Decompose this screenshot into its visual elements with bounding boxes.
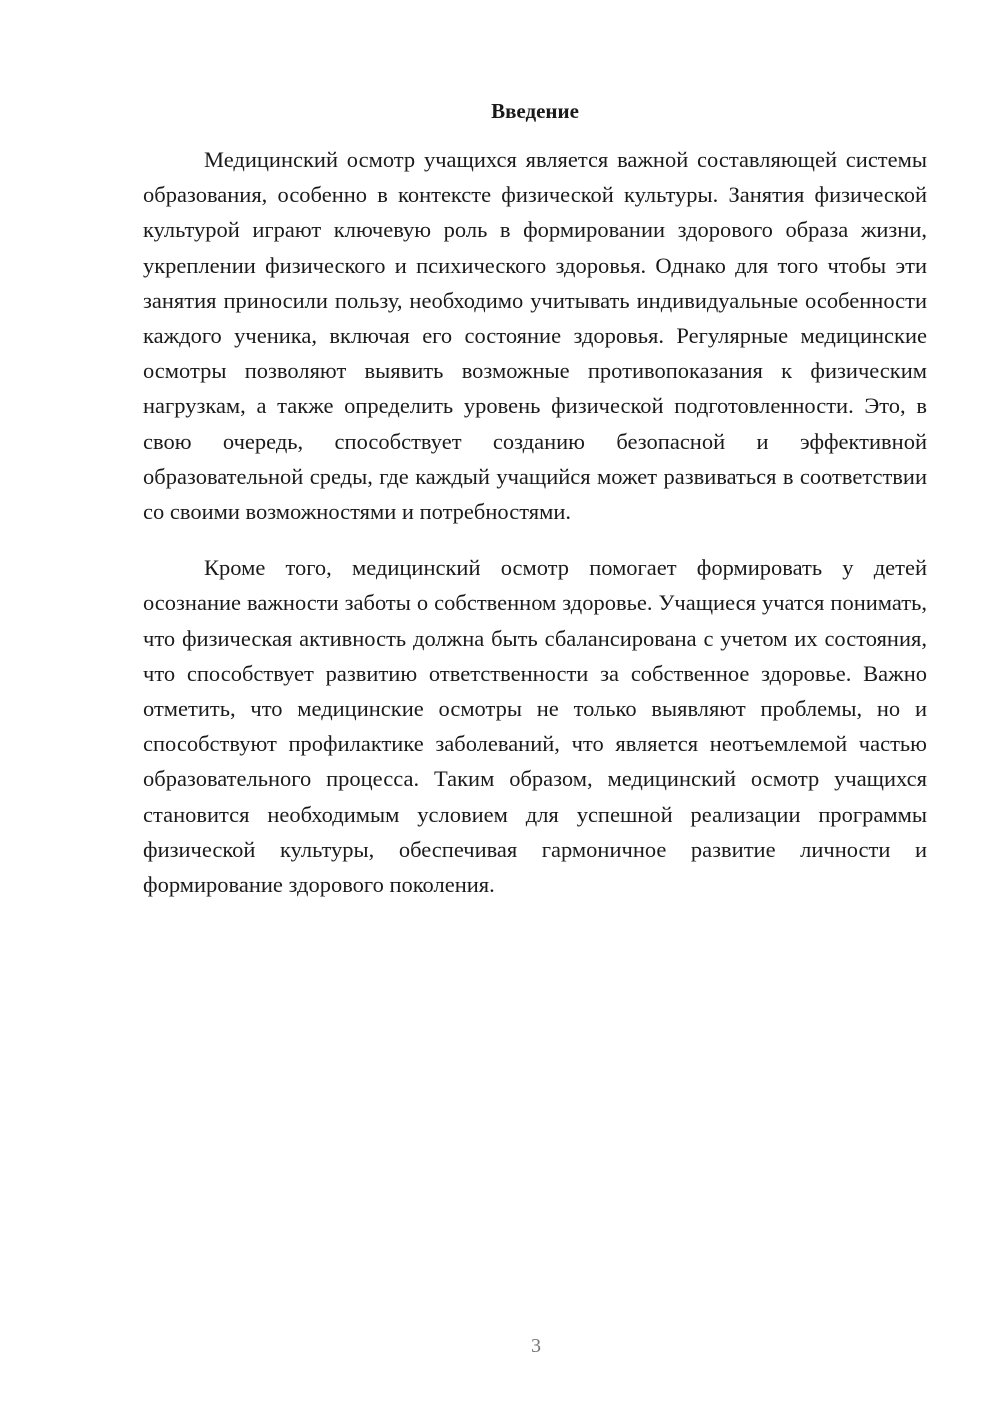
- page-number: 3: [531, 1335, 541, 1357]
- document-body: [143, 96, 927, 902]
- paragraph-1: Медицинский осмотр учащихся является важной составляющей системы образования, особенно в контексте физической культуры. Занятия физической культурой играют ключевую роль в формировании здорового образа жизни, укреплении физического и психического здоровья. Однако для того чтобы эти занятия приносили пользу, необходимо учитывать индивидуальные особенности каждого ученика, включая его состояние здоровья. Регулярные медицинские осмотры позволяют выявить возможные противопоказания к физическим нагрузкам, а также определить уровень физической подготовленности. Это, в свою очередь, способствует созданию безопасной и эффективной образовательной среды, где каждый учащийся может развиваться в соответствии со своими возможностями и потребностями.: [143, 147, 927, 525]
- section-title: Введение: [491, 99, 579, 123]
- paragraph-2: Кроме того, медицинский осмотр помогает формировать у детей осознание важности заботы о собственном здоровье. Учащиеся учатся понимать, что физическая активность должна быть сбалансирована с учетом их состояния, что способствует развитию ответственности за собственное здоровье. Важно отметить, что медицинские осмотры не только выявляют проблемы, но и способствуют профилактике заболеваний, что является неотъемлемой частью образовательного процесса. Таким образом, медицинский осмотр учащихся становится необходимым условием для успешной реализации программы физической культуры, обеспечивая гармоничное развитие личности и формирование здорового поколения.: [143, 555, 927, 898]
